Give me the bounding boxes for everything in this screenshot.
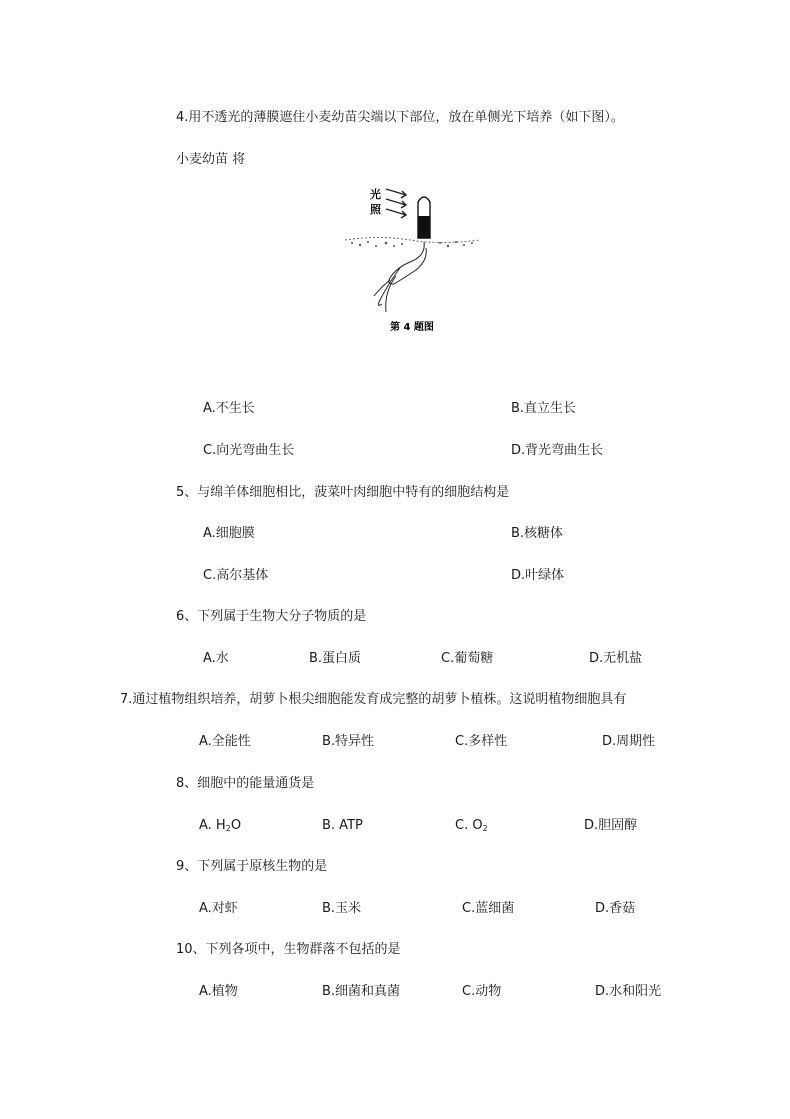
q8-option-a-suffix: O [230,818,242,833]
q10-option-a[interactable]: A.植物 [199,984,238,999]
q7-option-a[interactable]: A.全能性 [199,734,251,749]
q8-option-a[interactable] [199,818,241,837]
question-5-stem: 5、与绵羊体细胞相比，菠菜叶肉细胞中特有的细胞结构是 [176,485,510,500]
q6-option-c[interactable]: C.葡萄糖 [441,651,494,666]
question-9-stem: 9、下列属于原核生物的是 [176,859,328,874]
figure-caption: 第 4 题图 [390,322,434,333]
q5-option-a[interactable]: A.细胞膜 [203,526,255,541]
q4-option-d[interactable]: D.背光弯曲生长 [511,443,604,458]
q8-option-d[interactable]: D.胆固醇 [584,818,638,833]
q9-option-c[interactable]: C.蓝细菌 [462,901,515,916]
q5-option-b[interactable]: B.核糖体 [511,526,564,541]
q9-option-d[interactable]: D.香菇 [595,901,636,916]
q6-option-d[interactable]: D.无机盐 [589,651,643,666]
q4-option-a[interactable]: A.不生长 [203,401,255,416]
q9-option-a[interactable]: A.对虾 [199,901,238,916]
light-label-1: 光 [370,188,381,201]
seedling-diagram [340,180,480,340]
q8-option-b[interactable]: B. ATP [322,818,363,833]
seed-and-roots [374,242,426,312]
q8-option-c-subscript: 2 [482,824,488,833]
q8-option-a-subscript: 2 [225,824,231,833]
q4-option-b[interactable]: B.直立生长 [511,401,577,416]
coleoptile [418,197,430,238]
soil-surface [345,238,480,248]
question-10-stem: 10、下列各项中，生物群落不包括的是 [176,942,401,957]
q7-option-c[interactable]: C.多样性 [455,734,508,749]
q4-option-c[interactable]: C.向光弯曲生长 [203,443,295,458]
opaque-film [419,216,430,238]
question-4-figure [340,180,480,340]
q6-option-a[interactable]: A.水 [203,651,229,666]
question-6-stem: 6、下列属于生物大分子物质的是 [176,609,367,624]
q5-option-d[interactable]: D.叶绿体 [511,568,565,583]
q7-option-d[interactable]: D.周期性 [602,734,656,749]
q8-option-c-prefix: C. O [455,818,483,833]
q7-option-b[interactable]: B.特异性 [322,734,375,749]
q9-option-b[interactable]: B.玉米 [322,901,362,916]
question-8-stem: 8、细胞中的能量通货是 [176,776,315,791]
q8-option-a-prefix: A. H [199,818,226,833]
q10-option-d[interactable]: D.水和阳光 [595,984,662,999]
q10-option-c[interactable]: C.动物 [462,984,502,999]
question-4-stem: 4.用不透光的薄膜遮住小麦幼苗尖端以下部位，放在单侧光下培养（如下图）。 [176,110,624,125]
question-4-stem-continued: 小麦幼苗 将 [176,152,246,167]
q10-option-b[interactable]: B.细菌和真菌 [322,984,401,999]
question-7-stem: 7.通过植物组织培养，胡萝卜根尖细胞能发育成完整的胡萝卜植株。这说明植物细胞具有 [120,692,627,707]
light-label-2: 照 [370,203,381,216]
q8-option-c[interactable] [455,818,488,837]
light-arrows [386,189,406,218]
q6-option-b[interactable]: B.蛋白质 [309,651,362,666]
q5-option-c[interactable]: C.高尔基体 [203,568,269,583]
